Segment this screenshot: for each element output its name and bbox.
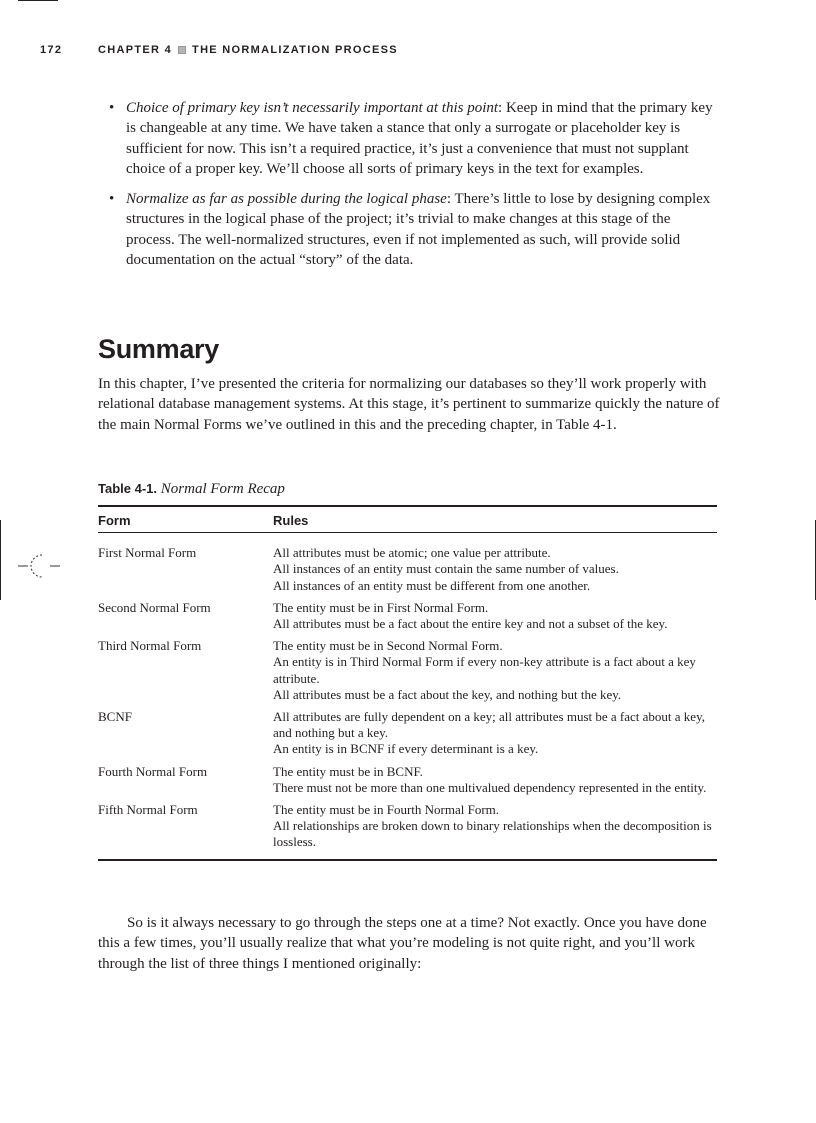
crop-mark-left [0, 520, 1, 600]
bullet-lead: Choice of primary key isn’t necessarily important at this point [126, 100, 499, 116]
bullet-list [109, 98, 720, 280]
table-title: Normal Form Recap [160, 481, 285, 497]
form-cell: Fifth Normal Form [98, 796, 273, 860]
rule-text: The entity must be in BCNF. [273, 763, 423, 779]
column-header-form: Form [98, 506, 273, 533]
rules-cell [273, 594, 717, 632]
bullet-text: : There’s little to lose by designing complex structures in the logical phase of the project; it’s trivial to make changes at this stage of the process. The well-normalized structures, even if not implemented as such, will provide solid documentation on the actual “story” of the data. [126, 191, 711, 269]
chapter-title: THE NORMALIZATION PROCESS [192, 44, 398, 56]
rule-text: An entity is in Third Normal Form if every non-key attribute is a fact about a key attribute. [273, 654, 696, 686]
page-number: 172 [40, 44, 63, 56]
table-row [98, 703, 717, 758]
table-label: Table 4-1. [98, 481, 158, 496]
form-cell: First Normal Form [98, 545, 197, 561]
form-cell: BCNF [98, 709, 132, 725]
rule-text: The entity must be in Second Normal Form. [273, 638, 503, 654]
summary-paragraph: In this chapter, I’ve presented the criteria for normalizing our databases so they’ll work properly with relational database management systems. At this stage, it’s pertinent to summarize quickly the nature of the main Normal Forms we’ve outlined in this and the preceding chapter, in Table 4-1. [98, 376, 720, 433]
crop-mark-top [18, 0, 58, 1]
section-heading: Summary [98, 334, 219, 364]
rule-text: The entity must be in First Normal Form. [273, 599, 489, 615]
table-caption [98, 481, 285, 498]
rule-text: All instances of an entity must contain the same number of values. [273, 561, 619, 577]
closing-paragraph: So is it always necessary to go through the steps one at a time? Not exactly. Once you have done this a few times, you’ll usually realize that what you’re modeling is not quite right, and you’ll work through the list of three things I mentioned originally: [98, 915, 707, 972]
rule-text: All relationships are broken down to binary relationships when the decomposition is lossless. [273, 818, 712, 850]
registration-mark-icon [18, 551, 62, 581]
separator-square-icon [178, 46, 186, 54]
bullet-icon: • [109, 191, 115, 208]
rule-text: The entity must be in Fourth Normal Form. [273, 802, 500, 818]
rule-text: An entity is in BCNF if every determinant is a key. [273, 741, 539, 757]
rules-cell [273, 796, 717, 860]
bullet-lead: Normalize as far as possible during the logical phase [126, 191, 447, 208]
form-cell: Fourth Normal Form [98, 763, 208, 779]
rule-text: All attributes must be a fact about the key, and nothing but the key. [273, 686, 622, 702]
column-header-rules: Rules [273, 506, 717, 533]
bullet-icon: • [109, 100, 115, 116]
rule-text: There must not be more than one multivalued dependency represented in the entity. [273, 779, 707, 795]
table-row [98, 533, 717, 594]
table-row [98, 796, 717, 860]
list-item [109, 189, 720, 270]
table-row [98, 594, 717, 632]
rules-cell [273, 758, 717, 796]
running-header [40, 44, 756, 56]
rule-text: All attributes are fully dependent on a key; all attributes must be a fact about a key, and nothing but a key. [273, 709, 705, 741]
table-row [98, 632, 717, 703]
table-row [98, 758, 717, 796]
rules-cell [273, 703, 717, 758]
list-item [109, 98, 720, 179]
rule-text: All attributes must be atomic; one value per attribute. [273, 545, 551, 561]
form-cell: Third Normal Form [98, 638, 202, 654]
normal-form-table [98, 505, 717, 861]
table-header-row [98, 506, 717, 533]
rules-cell [273, 533, 717, 594]
rule-text: All instances of an entity must be different from one another. [273, 577, 591, 593]
rule-text: All attributes must be a fact about the entire key and not a subset of the key. [273, 616, 668, 632]
chapter-label: CHAPTER 4 [98, 44, 173, 56]
bullet-text: : Keep in mind that the primary key is changeable at any time. We have taken a stance that only a surrogate or placeholder key is sufficient for now. This isn’t a required practice, it’s just a convenience that must not supplant choice of a proper key. We’ll choose all sorts of primary keys in the text for examples. [126, 100, 713, 177]
form-cell: Second Normal Form [98, 599, 211, 615]
rules-cell [273, 632, 717, 703]
